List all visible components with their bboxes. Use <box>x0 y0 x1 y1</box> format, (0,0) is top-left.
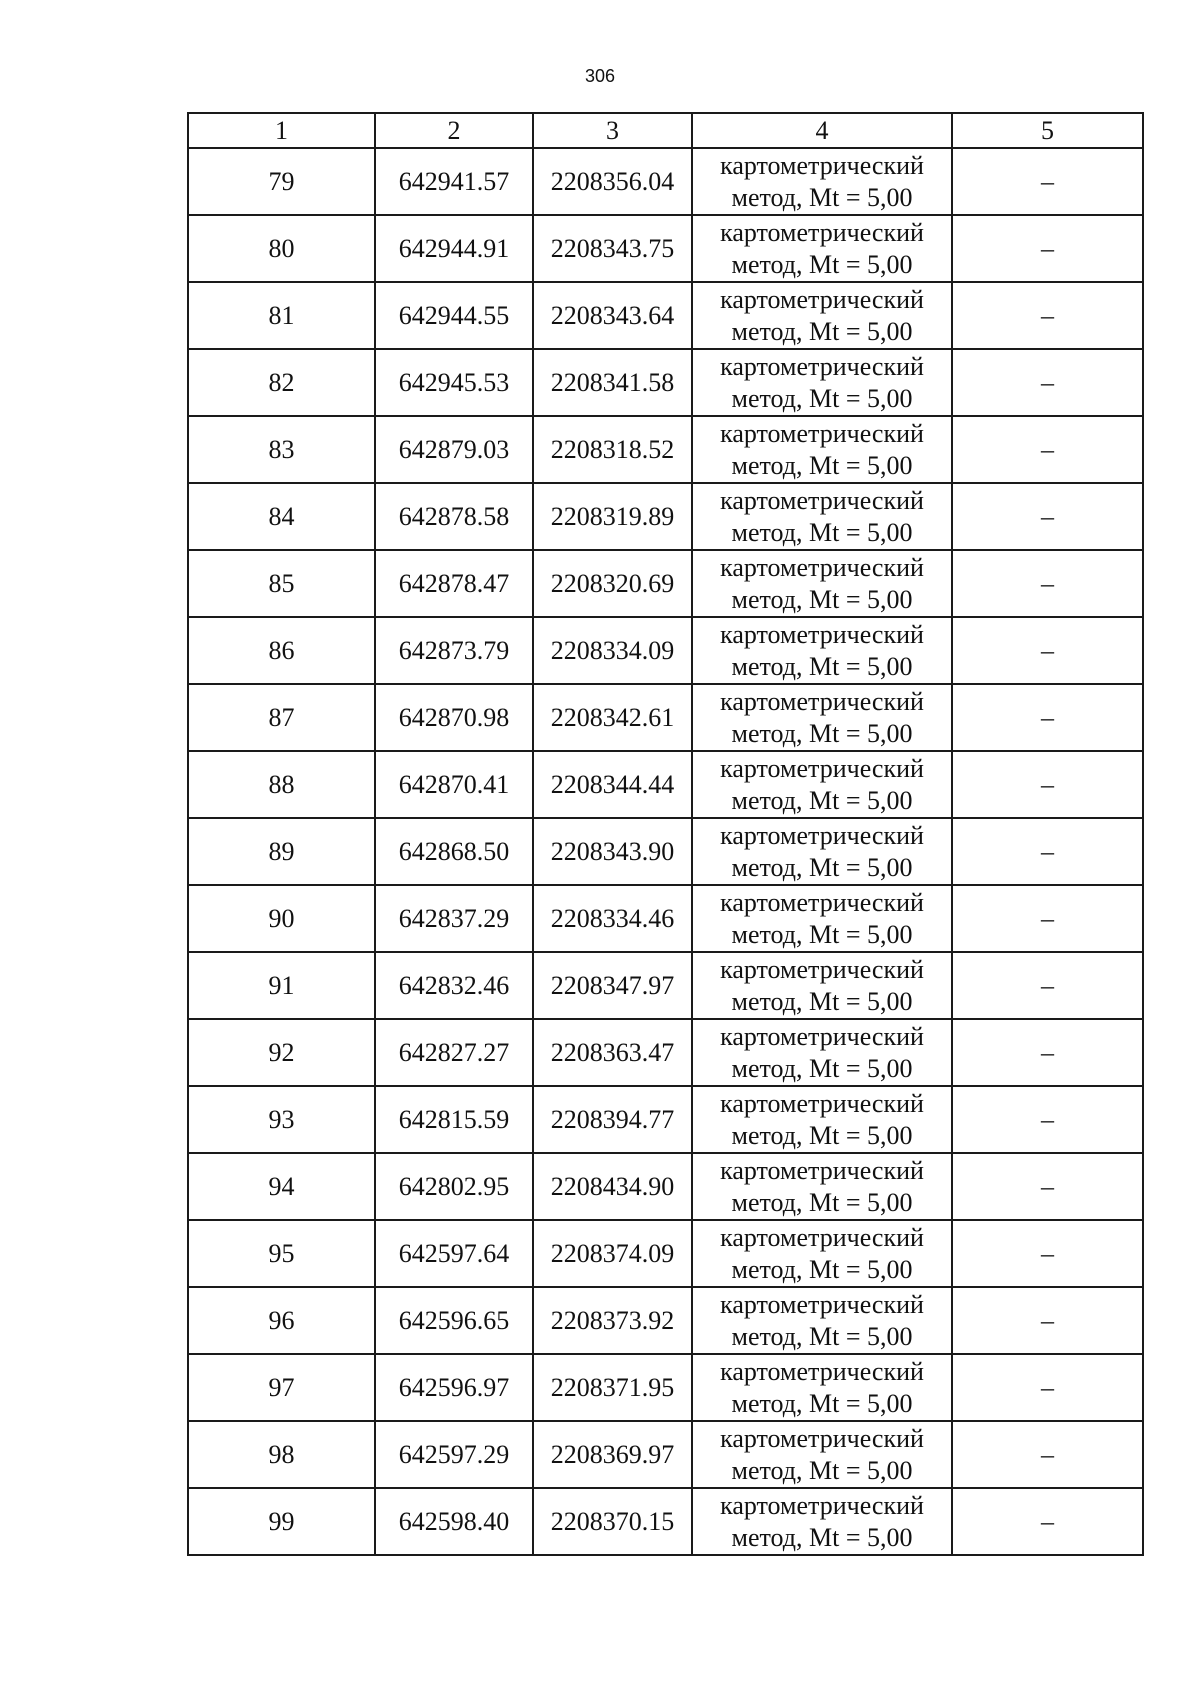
method-name: картометрический <box>720 619 924 649</box>
point-number-cell: 89 <box>188 818 375 885</box>
method-name: картометрический <box>720 1289 924 1319</box>
method-accuracy: метод, Mt = 5,00 <box>731 383 913 413</box>
column-header-4: 4 <box>692 113 952 148</box>
point-number-cell: 99 <box>188 1488 375 1555</box>
coordinate-x-cell: 642870.98 <box>375 684 533 751</box>
coordinates-table-container <box>187 112 1142 1556</box>
table-row <box>188 215 1143 282</box>
coordinate-y-cell: 2208334.09 <box>533 617 692 684</box>
note-cell: – <box>952 1421 1143 1488</box>
method-cell <box>692 1354 952 1421</box>
method-accuracy: метод, Mt = 5,00 <box>731 1254 913 1284</box>
method-name: картометрический <box>720 418 924 448</box>
coordinate-x-cell: 642815.59 <box>375 1086 533 1153</box>
note-cell: – <box>952 1086 1143 1153</box>
column-header-3: 3 <box>533 113 692 148</box>
coordinate-y-cell: 2208343.75 <box>533 215 692 282</box>
method-name: картометрический <box>720 954 924 984</box>
method-cell <box>692 416 952 483</box>
note-cell: – <box>952 349 1143 416</box>
method-cell <box>692 1220 952 1287</box>
coordinate-y-cell: 2208369.97 <box>533 1421 692 1488</box>
note-cell: – <box>952 550 1143 617</box>
point-number-cell: 92 <box>188 1019 375 1086</box>
coordinate-x-cell: 642596.65 <box>375 1287 533 1354</box>
coordinate-y-cell: 2208356.04 <box>533 148 692 215</box>
coordinate-x-cell: 642837.29 <box>375 885 533 952</box>
method-accuracy: метод, Mt = 5,00 <box>731 182 913 212</box>
method-accuracy: метод, Mt = 5,00 <box>731 1522 913 1552</box>
coordinate-x-cell: 642945.53 <box>375 349 533 416</box>
coordinate-y-cell: 2208347.97 <box>533 952 692 1019</box>
method-cell <box>692 952 952 1019</box>
method-name: картометрический <box>720 820 924 850</box>
method-cell <box>692 1421 952 1488</box>
method-cell <box>692 885 952 952</box>
coordinate-y-cell: 2208341.58 <box>533 349 692 416</box>
method-name: картометрический <box>720 217 924 247</box>
coordinate-x-cell: 642868.50 <box>375 818 533 885</box>
method-cell <box>692 1488 952 1555</box>
method-cell <box>692 1153 952 1220</box>
note-cell: – <box>952 483 1143 550</box>
method-accuracy: метод, Mt = 5,00 <box>731 450 913 480</box>
method-cell <box>692 751 952 818</box>
method-accuracy: метод, Mt = 5,00 <box>731 1455 913 1485</box>
table-row <box>188 1019 1143 1086</box>
method-accuracy: метод, Mt = 5,00 <box>731 919 913 949</box>
method-accuracy: метод, Mt = 5,00 <box>731 1053 913 1083</box>
table-row <box>188 751 1143 818</box>
coordinate-x-cell: 642870.41 <box>375 751 533 818</box>
method-name: картометрический <box>720 1021 924 1051</box>
coordinate-x-cell: 642879.03 <box>375 416 533 483</box>
note-cell: – <box>952 885 1143 952</box>
point-number-cell: 91 <box>188 952 375 1019</box>
method-name: картометрический <box>720 753 924 783</box>
method-name: картометрический <box>720 1490 924 1520</box>
note-cell: – <box>952 282 1143 349</box>
method-cell <box>692 1019 952 1086</box>
note-cell: – <box>952 751 1143 818</box>
method-name: картометрический <box>720 351 924 381</box>
method-accuracy: метод, Mt = 5,00 <box>731 852 913 882</box>
table-row <box>188 1287 1143 1354</box>
coordinate-x-cell: 642941.57 <box>375 148 533 215</box>
coordinate-x-cell: 642944.91 <box>375 215 533 282</box>
note-cell: – <box>952 818 1143 885</box>
method-name: картометрический <box>720 150 924 180</box>
coordinate-y-cell: 2208318.52 <box>533 416 692 483</box>
method-name: картометрический <box>720 1155 924 1185</box>
table-row <box>188 1220 1143 1287</box>
coordinate-y-cell: 2208434.90 <box>533 1153 692 1220</box>
method-accuracy: метод, Mt = 5,00 <box>731 1388 913 1418</box>
table-row <box>188 1421 1143 1488</box>
coordinate-y-cell: 2208342.61 <box>533 684 692 751</box>
point-number-cell: 88 <box>188 751 375 818</box>
method-name: картометрический <box>720 1423 924 1453</box>
point-number-cell: 81 <box>188 282 375 349</box>
table-row <box>188 617 1143 684</box>
method-cell <box>692 349 952 416</box>
table-row <box>188 952 1143 1019</box>
coordinate-x-cell: 642873.79 <box>375 617 533 684</box>
method-cell <box>692 617 952 684</box>
point-number-cell: 84 <box>188 483 375 550</box>
method-cell <box>692 483 952 550</box>
table-row <box>188 1488 1143 1555</box>
method-cell <box>692 1287 952 1354</box>
method-cell <box>692 148 952 215</box>
method-cell <box>692 282 952 349</box>
coordinate-y-cell: 2208363.47 <box>533 1019 692 1086</box>
method-accuracy: метод, Mt = 5,00 <box>731 316 913 346</box>
note-cell: – <box>952 617 1143 684</box>
table-body <box>188 148 1143 1555</box>
note-cell: – <box>952 1220 1143 1287</box>
point-number-cell: 82 <box>188 349 375 416</box>
coordinate-y-cell: 2208343.64 <box>533 282 692 349</box>
point-number-cell: 83 <box>188 416 375 483</box>
coordinate-y-cell: 2208320.69 <box>533 550 692 617</box>
table-row <box>188 148 1143 215</box>
note-cell: – <box>952 952 1143 1019</box>
coordinate-y-cell: 2208344.44 <box>533 751 692 818</box>
method-name: картометрический <box>720 1088 924 1118</box>
note-cell: – <box>952 1354 1143 1421</box>
method-accuracy: метод, Mt = 5,00 <box>731 785 913 815</box>
method-accuracy: метод, Mt = 5,00 <box>731 651 913 681</box>
method-accuracy: метод, Mt = 5,00 <box>731 1321 913 1351</box>
method-name: картометрический <box>720 887 924 917</box>
method-cell <box>692 684 952 751</box>
coordinate-y-cell: 2208343.90 <box>533 818 692 885</box>
note-cell: – <box>952 1287 1143 1354</box>
method-name: картометрический <box>720 284 924 314</box>
point-number-cell: 94 <box>188 1153 375 1220</box>
method-accuracy: метод, Mt = 5,00 <box>731 517 913 547</box>
method-cell <box>692 1086 952 1153</box>
method-name: картометрический <box>720 485 924 515</box>
coordinate-x-cell: 642878.58 <box>375 483 533 550</box>
table-row <box>188 818 1143 885</box>
point-number-cell: 86 <box>188 617 375 684</box>
note-cell: – <box>952 684 1143 751</box>
table-row <box>188 416 1143 483</box>
coordinate-x-cell: 642597.64 <box>375 1220 533 1287</box>
coordinate-x-cell: 642596.97 <box>375 1354 533 1421</box>
method-accuracy: метод, Mt = 5,00 <box>731 718 913 748</box>
method-accuracy: метод, Mt = 5,00 <box>731 986 913 1016</box>
point-number-cell: 80 <box>188 215 375 282</box>
table-row <box>188 349 1143 416</box>
method-name: картометрический <box>720 552 924 582</box>
method-accuracy: метод, Mt = 5,00 <box>731 249 913 279</box>
coordinate-y-cell: 2208374.09 <box>533 1220 692 1287</box>
method-cell <box>692 215 952 282</box>
table-row <box>188 684 1143 751</box>
coordinate-x-cell: 642878.47 <box>375 550 533 617</box>
note-cell: – <box>952 1153 1143 1220</box>
page-number: 306 <box>584 66 616 86</box>
coordinate-x-cell: 642597.29 <box>375 1421 533 1488</box>
method-name: картометрический <box>720 686 924 716</box>
table-row <box>188 483 1143 550</box>
coordinate-x-cell: 642944.55 <box>375 282 533 349</box>
table-header <box>188 113 1143 148</box>
point-number-cell: 98 <box>188 1421 375 1488</box>
coordinate-x-cell: 642827.27 <box>375 1019 533 1086</box>
point-number-cell: 90 <box>188 885 375 952</box>
coordinate-y-cell: 2208394.77 <box>533 1086 692 1153</box>
method-accuracy: метод, Mt = 5,00 <box>731 584 913 614</box>
method-cell <box>692 818 952 885</box>
point-number-cell: 95 <box>188 1220 375 1287</box>
point-number-cell: 96 <box>188 1287 375 1354</box>
note-cell: – <box>952 215 1143 282</box>
header-row <box>188 113 1143 148</box>
point-number-cell: 93 <box>188 1086 375 1153</box>
method-name: картометрический <box>720 1222 924 1252</box>
coordinate-x-cell: 642802.95 <box>375 1153 533 1220</box>
point-number-cell: 85 <box>188 550 375 617</box>
column-header-1: 1 <box>188 113 375 148</box>
point-number-cell: 87 <box>188 684 375 751</box>
method-accuracy: метод, Mt = 5,00 <box>731 1120 913 1150</box>
coordinate-y-cell: 2208373.92 <box>533 1287 692 1354</box>
method-accuracy: метод, Mt = 5,00 <box>731 1187 913 1217</box>
coordinates-table <box>187 112 1144 1556</box>
table-row <box>188 550 1143 617</box>
coordinate-y-cell: 2208334.46 <box>533 885 692 952</box>
coordinate-x-cell: 642832.46 <box>375 952 533 1019</box>
coordinate-y-cell: 2208370.15 <box>533 1488 692 1555</box>
note-cell: – <box>952 416 1143 483</box>
table-row <box>188 282 1143 349</box>
note-cell: – <box>952 148 1143 215</box>
method-name: картометрический <box>720 1356 924 1386</box>
table-row <box>188 1153 1143 1220</box>
point-number-cell: 97 <box>188 1354 375 1421</box>
point-number-cell: 79 <box>188 148 375 215</box>
method-cell <box>692 550 952 617</box>
table-row <box>188 1086 1143 1153</box>
coordinate-y-cell: 2208371.95 <box>533 1354 692 1421</box>
column-header-5: 5 <box>952 113 1143 148</box>
table-row <box>188 1354 1143 1421</box>
table-row <box>188 885 1143 952</box>
coordinate-y-cell: 2208319.89 <box>533 483 692 550</box>
note-cell: – <box>952 1488 1143 1555</box>
note-cell: – <box>952 1019 1143 1086</box>
column-header-2: 2 <box>375 113 533 148</box>
coordinate-x-cell: 642598.40 <box>375 1488 533 1555</box>
